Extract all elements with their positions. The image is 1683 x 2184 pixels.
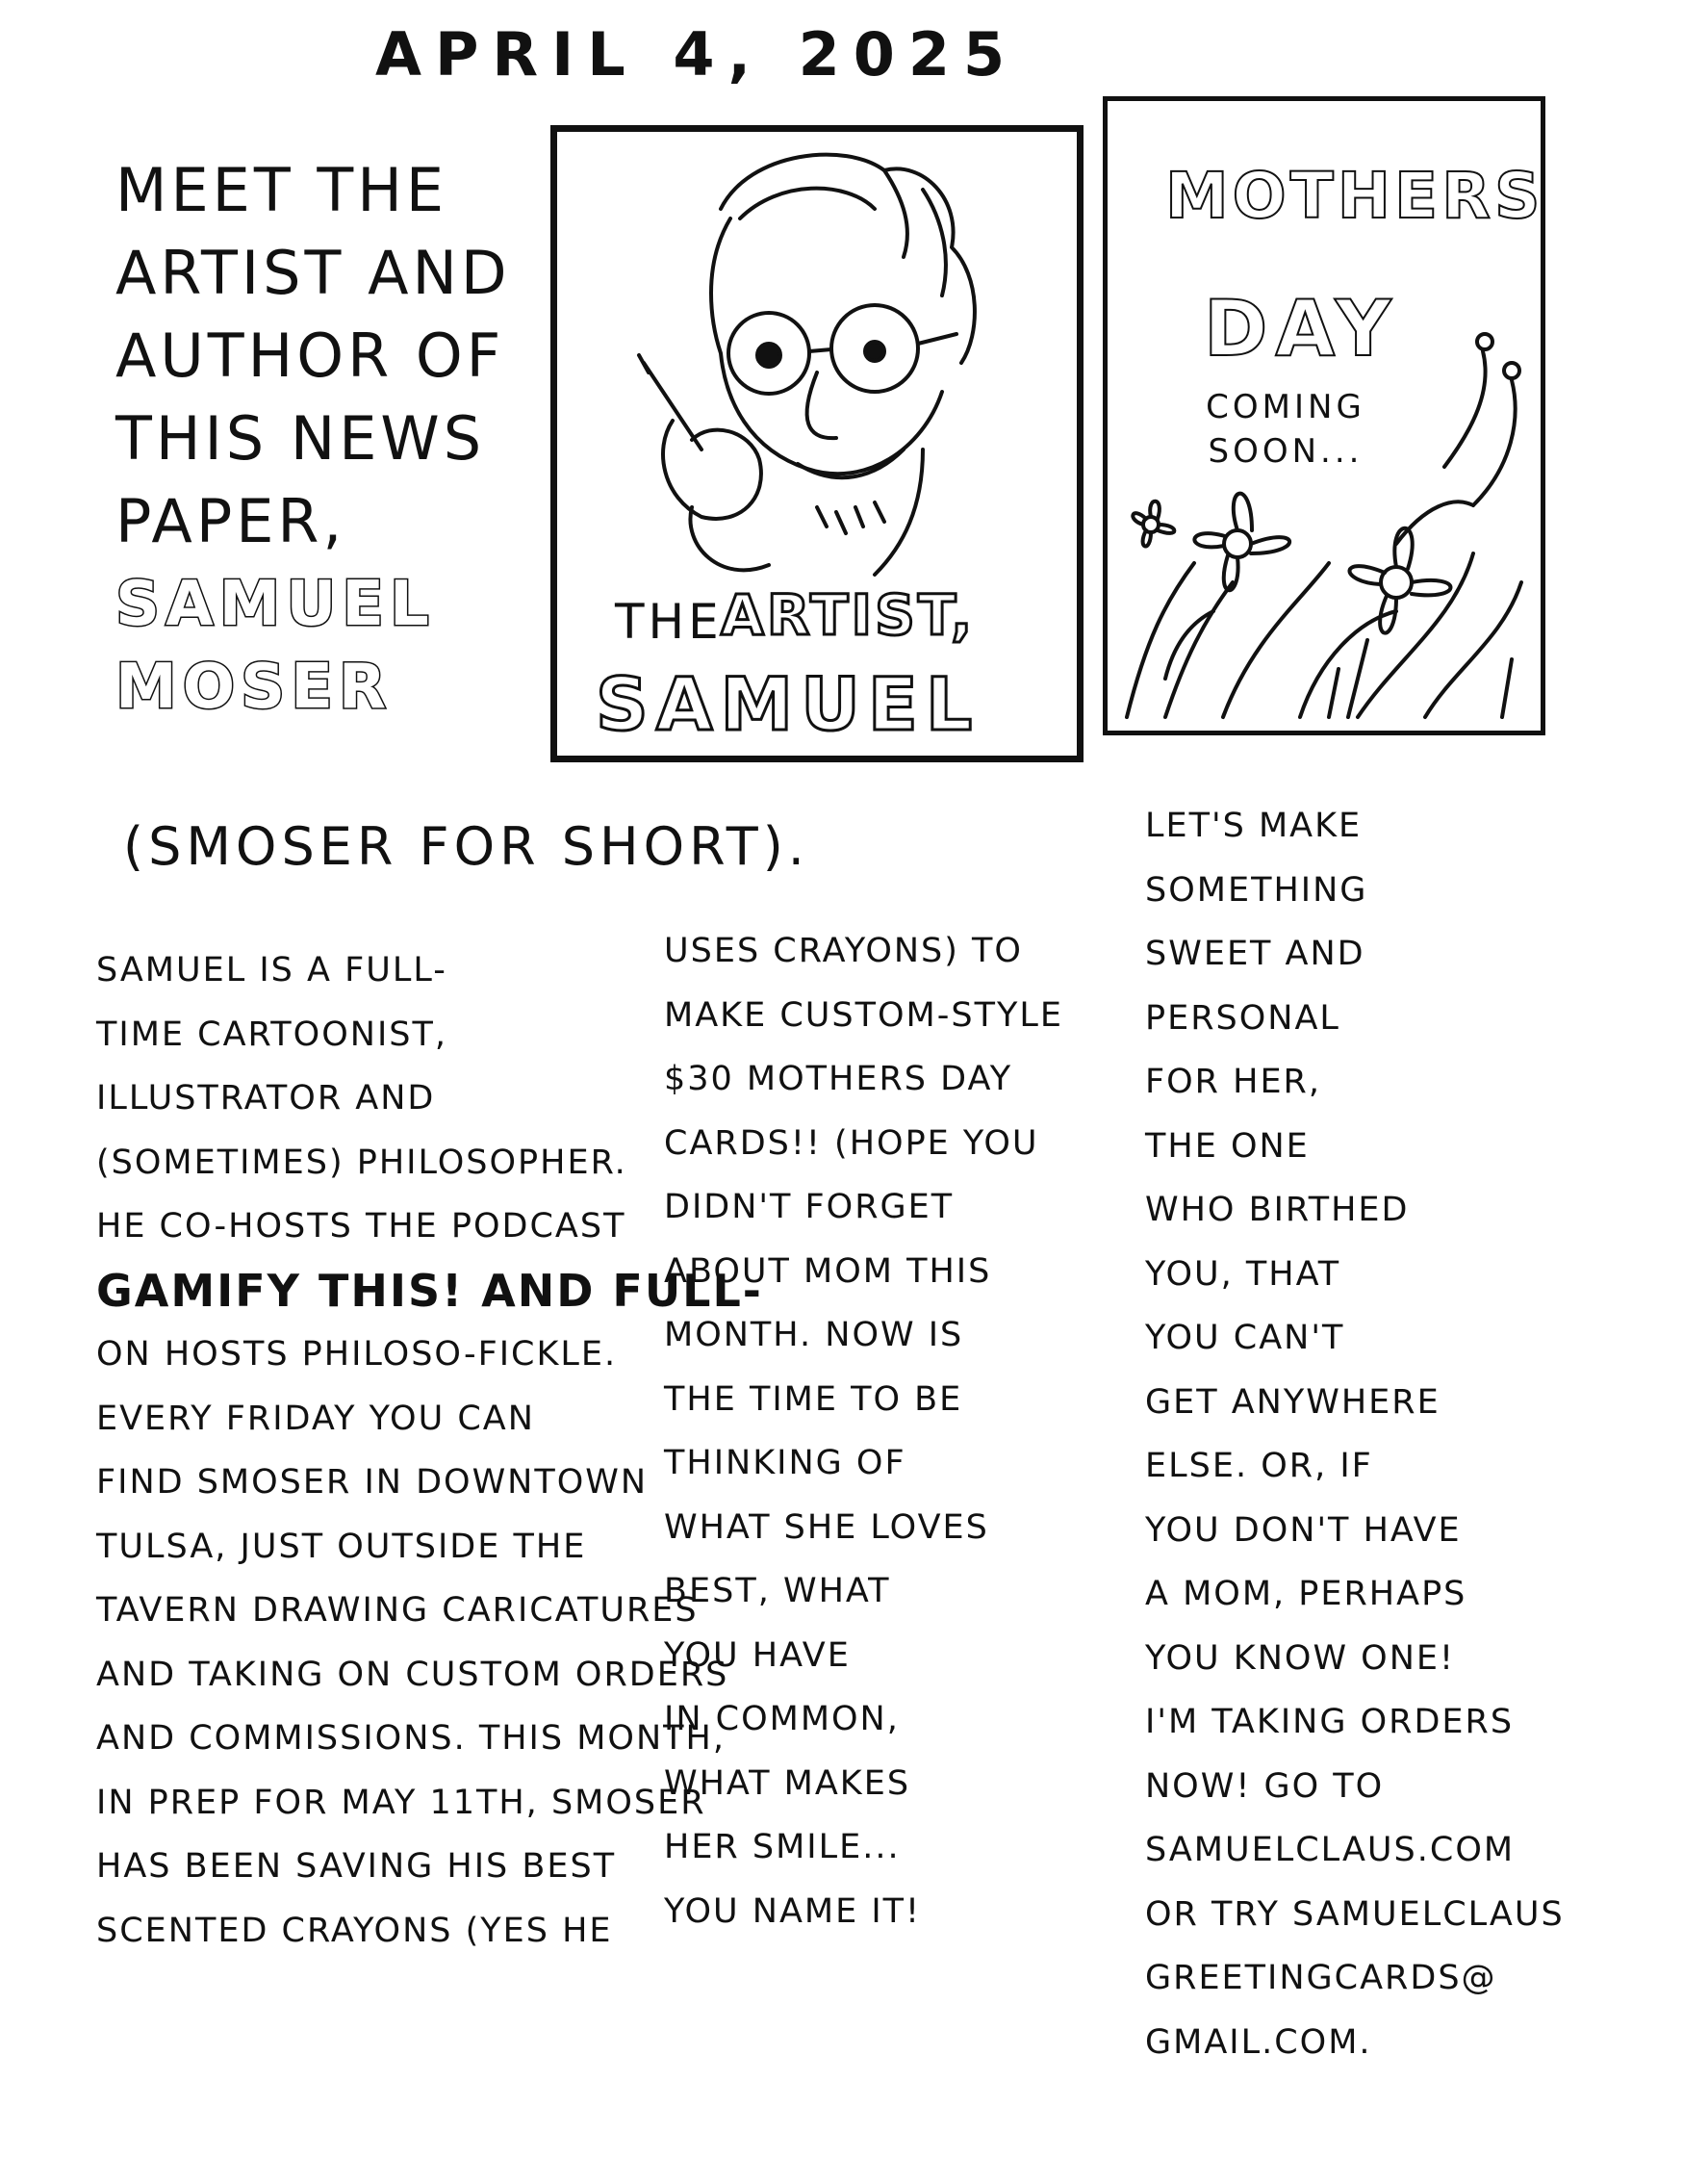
article-line: YOU CAN'T bbox=[1145, 1319, 1345, 1357]
article-line: I'M TAKING ORDERS bbox=[1145, 1703, 1515, 1741]
article-line: AND COMMISSIONS. THIS MONTH, bbox=[96, 1719, 726, 1758]
caption-the: THE bbox=[615, 594, 723, 650]
article-line: YOU KNOW ONE! bbox=[1145, 1638, 1456, 1678]
article-line: DIDN'T FORGET bbox=[664, 1188, 955, 1226]
article-line: FIND SMOSER IN DOWNTOWN bbox=[96, 1463, 649, 1502]
article-line: THE TIME TO BE bbox=[664, 1379, 963, 1419]
article-line: TAVERN DRAWING CARICATURES bbox=[96, 1591, 699, 1630]
article-line: SAMUELCLAUS.COM bbox=[1145, 1831, 1516, 1869]
article-line: THINKING OF bbox=[664, 1444, 906, 1482]
article-line: WHAT MAKES bbox=[664, 1763, 911, 1803]
article-line: GREETINGCARDS@ bbox=[1145, 1959, 1497, 1997]
page-date: APRIL 4, 2025 bbox=[375, 19, 1019, 90]
article-line: ELSE. OR, IF bbox=[1145, 1447, 1373, 1485]
article-line: HE CO-HOSTS THE PODCAST bbox=[96, 1207, 626, 1246]
article-line: WHO BIRTHED bbox=[1145, 1191, 1410, 1229]
article-line: $30 MOTHERS DAY bbox=[664, 1060, 1013, 1098]
article-line: PERSONAL bbox=[1145, 998, 1340, 1038]
article-line: AND TAKING ON CUSTOM ORDERS bbox=[96, 1655, 729, 1694]
article-line: WHAT SHE LOVES bbox=[664, 1507, 989, 1547]
article-line: GMAIL.COM. bbox=[1145, 2022, 1372, 2062]
article-line: OR TRY SAMUELCLAUS bbox=[1145, 1894, 1565, 1934]
mothers-title: MOTHERS bbox=[1165, 159, 1544, 233]
article-line: HAS BEEN SAVING HIS BEST bbox=[96, 1847, 617, 1886]
author-first-name: SAMUEL bbox=[115, 569, 435, 640]
author-last-name: MOSER bbox=[115, 652, 393, 723]
article-line: HER SMILE... bbox=[664, 1828, 901, 1866]
article-line: ILLUSTRATOR AND bbox=[96, 1079, 436, 1118]
article-line: ABOUT MOM THIS bbox=[664, 1251, 992, 1291]
article-line: SWEET AND bbox=[1145, 935, 1365, 973]
article-line: EVERY FRIDAY YOU CAN bbox=[96, 1399, 535, 1438]
flower-doodle-icon bbox=[1108, 101, 1544, 731]
article-line: ON HOSTS PHILOSO-FICKLE. bbox=[96, 1335, 618, 1374]
coming-soon-line: COMING bbox=[1206, 388, 1365, 426]
mothers-day-title: DAY bbox=[1204, 284, 1399, 373]
author-nickname: (SMOSER FOR SHORT). bbox=[123, 816, 809, 877]
article-line: NOW! GO TO bbox=[1145, 1766, 1385, 1806]
article-column-3 bbox=[1145, 794, 1565, 2074]
headline-line: PAPER, bbox=[115, 486, 346, 556]
headline bbox=[115, 149, 539, 729]
coming-soon-line: SOON... bbox=[1208, 432, 1364, 471]
article-line: SCENTED CRAYONS (YES HE bbox=[96, 1911, 613, 1950]
article-line: CARDS!! (HOPE YOU bbox=[664, 1123, 1039, 1163]
article-line: GET ANYWHERE bbox=[1145, 1382, 1441, 1422]
article-line: IN PREP FOR MAY 11TH, SMOSER bbox=[96, 1783, 706, 1822]
article-line: (SOMETIMES) PHILOSOPHER. bbox=[96, 1143, 627, 1182]
article-line: TULSA, JUST OUTSIDE THE bbox=[96, 1527, 587, 1566]
article-line: SOMETHING bbox=[1145, 870, 1368, 910]
article-line: YOU DON'T HAVE bbox=[1145, 1510, 1462, 1550]
article-line: YOU NAME IT! bbox=[664, 1891, 922, 1931]
article-column-1 bbox=[96, 938, 763, 1963]
article-line: USES CRAYONS) TO bbox=[664, 932, 1023, 970]
artist-portrait-panel bbox=[550, 125, 1084, 762]
caption-name: SAMUEL bbox=[596, 661, 981, 747]
article-line: GAMIFY THIS! AND FULL- bbox=[96, 1264, 763, 1317]
article-line: LET'S MAKE bbox=[1145, 807, 1363, 845]
article-line: THE ONE bbox=[1145, 1126, 1310, 1166]
headline-line: MEET THE bbox=[115, 155, 448, 225]
caption-artist: ARTIST, bbox=[721, 582, 976, 648]
article-line: MONTH. NOW IS bbox=[664, 1316, 964, 1354]
mothers-day-panel bbox=[1103, 96, 1545, 735]
headline-line: THIS NEWS bbox=[115, 403, 486, 474]
article-line: MAKE CUSTOM-STYLE bbox=[664, 995, 1063, 1035]
headline-line: AUTHOR OF bbox=[115, 321, 505, 391]
headline-line: ARTIST AND bbox=[115, 238, 511, 308]
article-line: FOR HER, bbox=[1145, 1063, 1322, 1101]
article-line: TIME CARTOONIST, bbox=[96, 1015, 447, 1054]
article-column-2 bbox=[664, 919, 1063, 1943]
article-line: BEST, WHAT bbox=[664, 1572, 891, 1610]
article-line: SAMUEL IS A FULL- bbox=[96, 951, 447, 989]
article-line: A MOM, PERHAPS bbox=[1145, 1575, 1467, 1613]
article-line: IN COMMON, bbox=[664, 1700, 900, 1738]
article-line: YOU HAVE bbox=[664, 1635, 851, 1675]
article-line: YOU, THAT bbox=[1145, 1254, 1341, 1294]
